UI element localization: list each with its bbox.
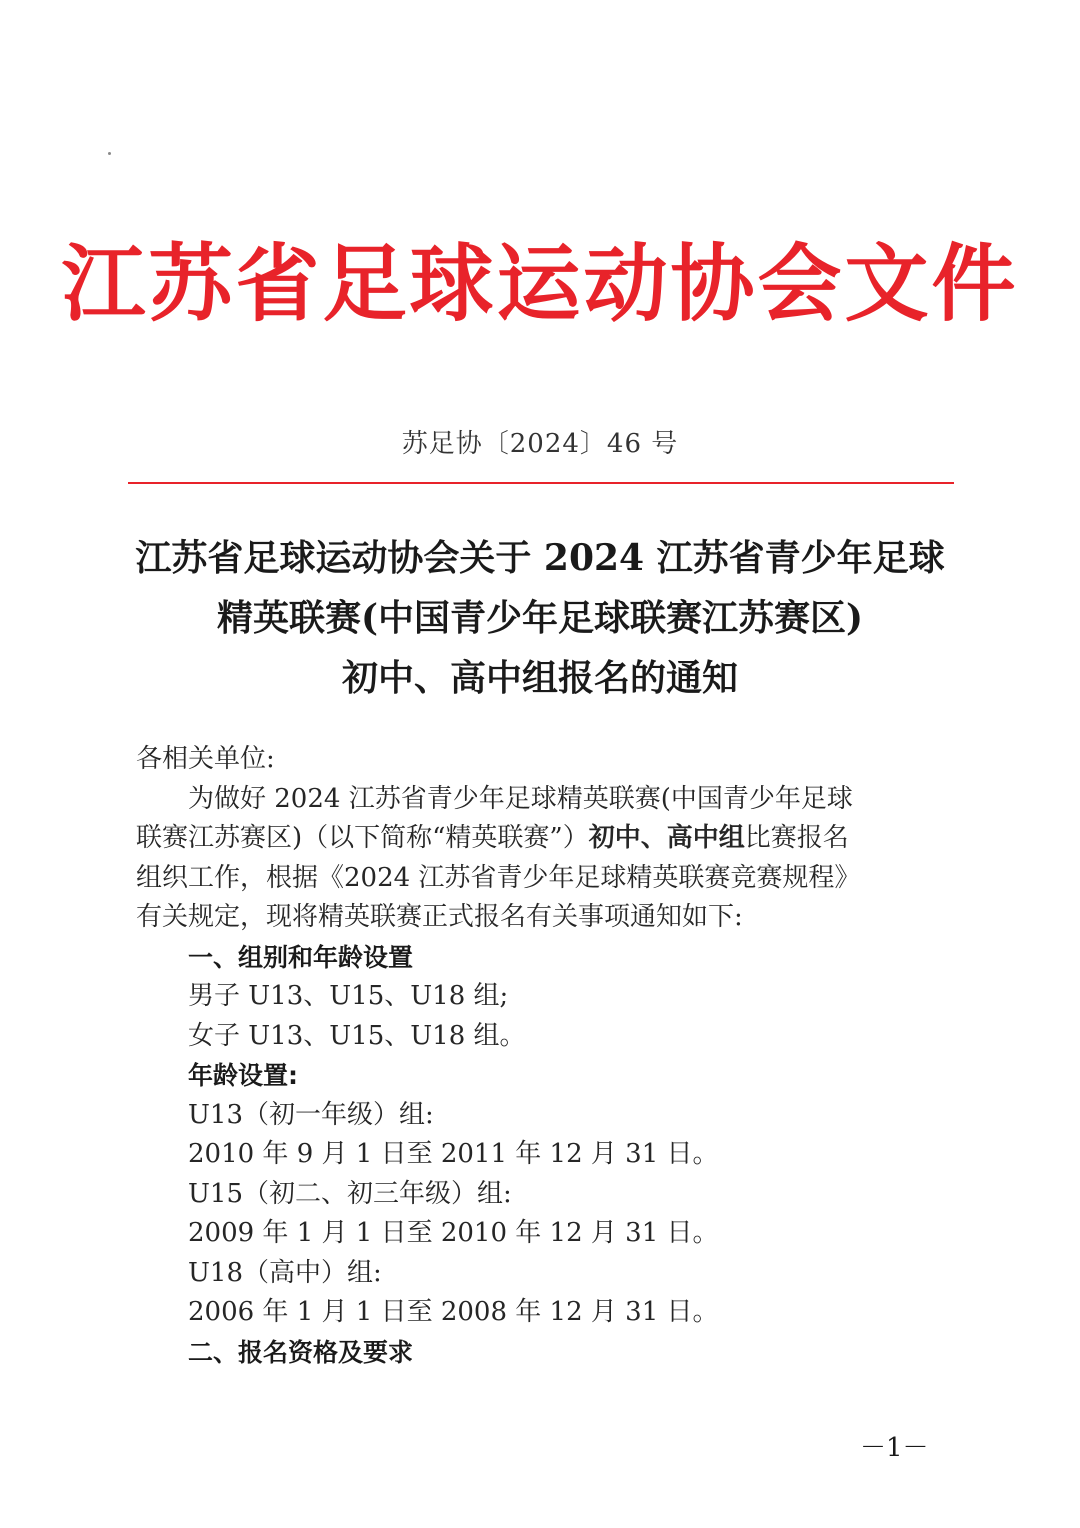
document-title-line-1: 江苏省足球运动协会关于 2024 江苏省青少年足球	[135, 537, 945, 579]
document-title-line-2: 精英联赛(中国青少年足球联赛江苏赛区)	[216, 597, 864, 639]
u15-date-range: 2009 年 1 月 1 日至 2010 年 12 月 31 日。	[188, 1218, 719, 1248]
scan-speck	[108, 152, 111, 155]
intro-line-2	[136, 819, 936, 859]
section-1-heading: 一、组别和年龄设置	[188, 942, 414, 972]
intro-line-3: 组织工作，根据《2024 江苏省青少年足球精英联赛竞赛规程》	[136, 862, 861, 893]
intro-line-2-emphasis: 初中、高中组	[588, 823, 745, 853]
u18-date-range: 2006 年 1 月 1 日至 2008 年 12 月 31 日。	[188, 1297, 719, 1327]
document-title-line-3: 初中、高中组报名的通知	[341, 657, 738, 699]
document-number: 苏足协〔2024〕46 号	[401, 429, 679, 459]
intro-line-2-part-a: 联赛江苏赛区)（以下简称“精英联赛”）	[136, 823, 589, 853]
document-title	[0, 528, 1080, 708]
section-2-heading: 二、报名资格及要求	[188, 1337, 414, 1367]
org-header-title: 江苏省足球运动协会文件	[61, 234, 1019, 333]
u13-label: U13（初一年级）组:	[188, 1099, 434, 1130]
header-divider	[128, 482, 954, 484]
intro-line-4: 有关规定，现将精英联赛正式报名有关事项通知如下:	[136, 902, 743, 932]
document-body	[136, 740, 936, 1372]
male-groups: 男子 U13、U15、U18 组;	[188, 981, 509, 1011]
female-groups: 女子 U13、U15、U18 组。	[188, 1020, 526, 1051]
page-number: －1－	[860, 1433, 929, 1463]
u15-label: U15（初二、初三年级）组:	[188, 1178, 512, 1209]
salutation: 各相关单位:	[136, 744, 275, 774]
intro-line-2-part-c: 比赛报名	[744, 823, 849, 853]
age-settings-heading: 年龄设置:	[188, 1061, 298, 1090]
u13-date-range: 2010 年 9 月 1 日至 2011 年 12 月 31 日。	[188, 1139, 719, 1169]
u18-label: U18（高中）组:	[188, 1257, 382, 1288]
intro-line-1: 为做好 2024 江苏省青少年足球精英联赛(中国青少年足球	[188, 783, 853, 814]
